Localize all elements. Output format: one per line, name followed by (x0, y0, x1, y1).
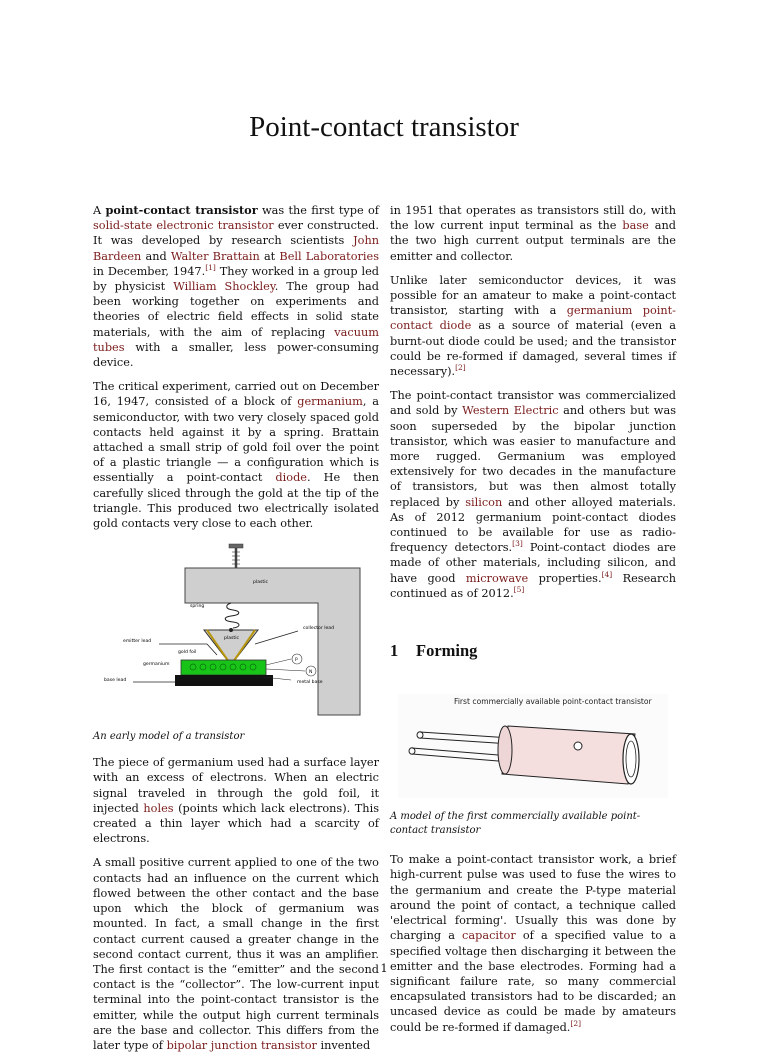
label-plastic-triangle: plastic (224, 636, 240, 642)
forming-paragraph: To make a point-contact transistor work, a brief high-current pulse was used to fuse the wires to the germanium and create the P-type material around the point of contact, a technique called 'electrical forming'. Usually this was done by charging a capacitor of a specified value to a specified voltage then discharging it between the emitter and the base electrodes. Forming had a significant failure rate, so many commercial encapsulated transistors had to be discarded; an uncased device as could be made by amateurs could be re-formed if damaged.[2] (390, 853, 676, 1034)
label-emitter-lead: emitter lead (123, 639, 152, 645)
link-diode[interactable]: diode (275, 471, 307, 485)
left-column (93, 203, 379, 1062)
label-base-lead: base lead (104, 678, 127, 684)
citation-1[interactable]: [1] (205, 263, 216, 273)
link-germanium-point-contact-diode[interactable]: germanium point-contact diode (390, 304, 676, 333)
link-bell-laboratories[interactable]: Bell Laboratories (279, 249, 379, 263)
link-vacuum-tubes[interactable]: vacuum tubes (93, 325, 379, 354)
label-germanium: germanium (143, 662, 170, 668)
label-metal-base: metal base (297, 680, 323, 686)
label-collector-lead: collector lead (303, 626, 335, 632)
commercial-transistor-figure (390, 694, 676, 838)
figure-caption-commercial: A model of the first commercially available point-contact transistor (390, 811, 641, 837)
right-column (390, 203, 676, 1044)
link-capacitor[interactable]: capacitor (462, 929, 516, 943)
section-title: Forming (416, 641, 478, 661)
commercial-paragraph: The point-contact transistor was commercialized and sold by Western Electric and others but was soon superseded by the bipolar junction transistor, which was easier to manufacture and more rugged. Germanium was employed extensively for two decades in the manufacture of transistors, but was then almost totally replaced by silicon and other alloyed materials. As of 2012 germanium point-contact diodes continued to be available for use as radio-frequency detectors.[3] Point-contact diodes are made of other materials, including silicon, and have good microwave properties.[4] Research continued as of 2012.[5] (390, 389, 676, 600)
link-william-shockley[interactable]: William Shockley (173, 280, 275, 294)
transistor-diagram (93, 543, 379, 723)
citation-2[interactable]: [2] (455, 363, 466, 373)
link-silicon[interactable]: silicon (465, 495, 503, 509)
citation-4[interactable]: [4] (601, 569, 613, 579)
transistor-diagram-figure (93, 543, 379, 743)
link-bipolar-junction-transistor[interactable]: bipolar junction transistor (166, 1038, 317, 1052)
commercial-transistor-photo (390, 694, 676, 802)
link-western-electric[interactable]: Western Electric (462, 404, 559, 418)
intro-paragraph: A point-contact transistor was the first type of solid-state electronic transistor ever constructed. It was developed by research scientists John Bardeen and Walter Brattain at Bell Laboratories in December, 1947.[1] They worked in a group led by physicist William Shockley. The group had been working together on experiments and theories of electric field effects in solid state materials, with the aim of replacing vacuum tubes with a smaller, less power-consuming device. (93, 203, 380, 370)
citation-3[interactable]: [3] (512, 539, 523, 549)
amplifier-paragraph: A small positive current applied to one of the two contacts had an influence on the current which flowed between the other contact and the base upon which the block of germanium was mounted. In fact, a small change in the first contact current caused a greater change in the second contact current, thus it was an amplifier. The first contact is the “emitter” and the second contact is the “collector”. The low-current input terminal into the point-contact transistor is the emitter, while the output high current terminals are the base and collector. This differs from the later type of bipolar junction transistor invented (93, 856, 379, 1052)
label-plastic-frame: plastic (253, 580, 269, 586)
link-john-bardeen[interactable]: John Bardeen (93, 234, 379, 263)
amateur-paragraph: Unlike later semiconductor devices, it was possible for an amateur to make a point-contact transistor, starting with a germanium point-contact diode as a source of material (even a burnt-out diode could be used; and the transistor could be re-formed if damaged, several times if necessary).[2] (390, 273, 676, 379)
link-germanium[interactable]: germanium (297, 395, 363, 409)
section-number: 1 (390, 641, 399, 661)
figure-caption-early-model: An early model of a transistor (93, 731, 245, 743)
label-n-type: N (309, 670, 313, 676)
citation-5[interactable]: [5] (513, 585, 525, 595)
link-holes[interactable]: holes (143, 801, 174, 815)
label-spring: spring (190, 604, 205, 610)
link-solid-state-transistor[interactable]: solid-state electronic transistor (93, 219, 274, 233)
photo-heading: First commercially available point-contact transistor (454, 697, 652, 707)
link-microwave[interactable]: microwave (465, 571, 529, 585)
article-subject: point-contact transistor (105, 203, 258, 217)
section-heading-forming (390, 641, 676, 661)
label-p-type: P (295, 658, 298, 664)
page-title: Point-contact transistor (249, 111, 519, 143)
citation-2b[interactable]: [2] (570, 1018, 582, 1028)
label-gold-foil: gold foil (178, 650, 197, 656)
link-walter-brattain[interactable]: Walter Brattain (170, 249, 260, 263)
link-base[interactable]: base (622, 219, 649, 233)
page-number: 1 (380, 961, 388, 975)
germanium-paragraph: The piece of germanium used had a surface layer with an excess of electrons. When an electric signal traveled in through the gold foil, it injected holes (points which lack electrons). This created a thin layer which had a scarcity of electrons. (93, 756, 379, 846)
experiment-paragraph: The critical experiment, carried out on December 16, 1947, consisted of a block of germanium, a semiconductor, with two very closely spaced gold contacts held against it by a spring. Brattain attached a small strip of gold foil over the point of a plastic triangle — a configuration which is essentially a point-contact diode. He then carefully sliced through the gold at the tip of the triangle. This produced two electrically isolated gold contacts very close to each other. (93, 380, 379, 531)
continuation-paragraph: in 1951 that operates as transistors still do, with the low current input terminal as the base and the two high current output terminals are the emitter and collector. (390, 204, 676, 263)
